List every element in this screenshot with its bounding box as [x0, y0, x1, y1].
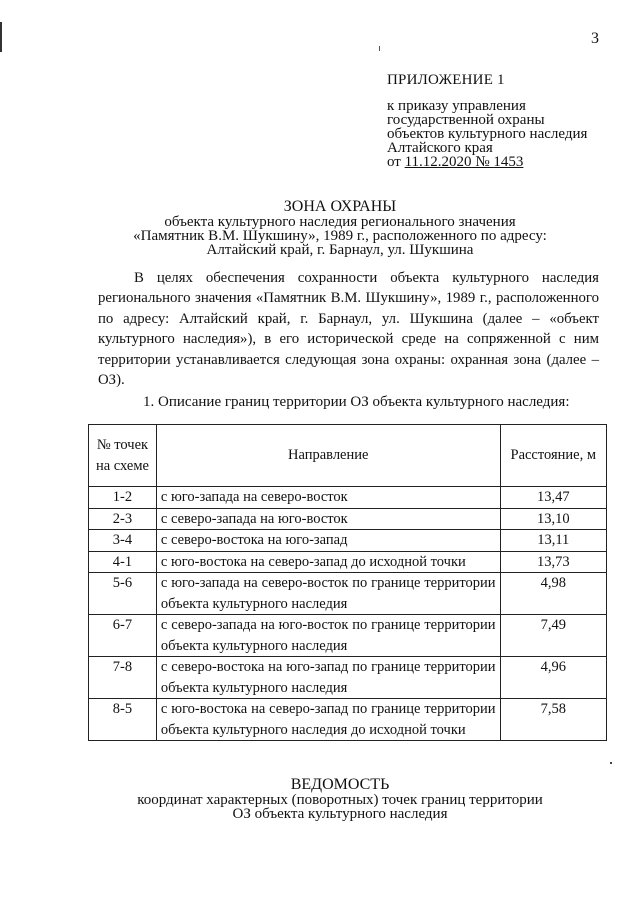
zone-subtitle-line: «Памятник В.М. Шукшину», 1989 г., расположенного по адресу:: [133, 228, 547, 244]
cell-direction: с юго-запада на северо-восток: [156, 487, 500, 509]
order-date: 11.12.2020: [404, 154, 472, 170]
cell-distance: 13,10: [500, 508, 606, 530]
cell-points: 1-2: [89, 487, 157, 509]
order-reference: [387, 155, 587, 169]
header-distance: Расстояние, м: [500, 425, 606, 487]
cell-distance: 4,96: [500, 657, 606, 699]
vedomost-title: ВЕДОМОСТЬ: [290, 776, 390, 793]
cell-direction: с юго-запада на северо-восток по границе территории объекта культурного наследия: [156, 573, 500, 615]
table-row: [89, 699, 607, 741]
table-row: [89, 487, 607, 509]
scan-edge-mark: [0, 22, 2, 52]
order-prefix: от: [387, 154, 405, 170]
table-row: [89, 508, 607, 530]
table-row: [89, 615, 607, 657]
scan-speck: [379, 46, 380, 51]
table-header-row: [89, 425, 607, 487]
cell-points: 6-7: [89, 615, 157, 657]
zone-subtitle-line: Алтайский край, г. Барнаул, ул. Шукшина: [206, 242, 474, 258]
cell-points: 5-6: [89, 573, 157, 615]
cell-distance: 7,58: [500, 699, 606, 741]
header-direction: Направление: [156, 425, 500, 487]
cell-points: 8-5: [89, 699, 157, 741]
cell-points: 4-1: [89, 551, 157, 573]
cell-direction: с северо-востока на юго-запад: [156, 530, 500, 552]
cell-direction: с северо-востока на юго-запад по границе территории объекта культурного наследия: [156, 657, 500, 699]
section-title: 1. Описание границ территории ОЗ объекта культурного наследия:: [143, 394, 570, 410]
table-row: [89, 573, 607, 615]
order-number: 1453: [493, 154, 524, 170]
appendix-line: государственной охраны: [387, 112, 545, 128]
boundary-table: [88, 424, 607, 741]
cell-distance: 13,47: [500, 487, 606, 509]
table-row: [89, 657, 607, 699]
order-number-sign: №: [471, 154, 494, 170]
table-row: [89, 530, 607, 552]
appendix-block: [387, 73, 587, 169]
cell-distance: 4,98: [500, 573, 606, 615]
cell-direction: с северо-запада на юго-восток по границе территории объекта культурного наследия: [156, 615, 500, 657]
cell-distance: 7,49: [500, 615, 606, 657]
appendix-line: Алтайского края: [387, 140, 493, 156]
vedomost-subtitle-line: координат характерных (поворотных) точек границ территории: [137, 792, 543, 808]
appendix-line: объектов культурного наследия: [387, 126, 588, 142]
appendix-line: к приказу управления: [387, 98, 526, 114]
vedomost-subtitle-line: ОЗ объекта культурного наследия: [232, 806, 448, 822]
zone-header: [80, 200, 600, 257]
intro-paragraph: В целях обеспечения сохранности объекта культурного наследия регионального значения «Памятник В.М. Шукшину», 1989 г., расположенного по адресу: Алтайский край, г. Барнаул, ул. Шукшина (далее – «объект культурного наследия»), в его исторической среде на сопряженной с ним территории устанавливается следующая зона охраны: охранная зона (далее – ОЗ).: [98, 270, 599, 389]
cell-direction: с северо-запада на юго-восток: [156, 508, 500, 530]
scan-speck: [610, 762, 612, 764]
cell-points: 7-8: [89, 657, 157, 699]
cell-direction: с юго-востока на северо-запад по границе территории объекта культурного наследия до исходной точки: [156, 699, 500, 741]
cell-points: 2-3: [89, 508, 157, 530]
cell-direction: с юго-востока на северо-запад до исходной точки: [156, 551, 500, 573]
vedomost-header: [80, 778, 600, 821]
header-points: № точек на схеме: [89, 425, 157, 487]
page-number: 3: [591, 30, 599, 47]
table-row: [89, 551, 607, 573]
cell-points: 3-4: [89, 530, 157, 552]
zone-subtitle-line: объекта культурного наследия регионального значения: [164, 214, 516, 230]
appendix-title: ПРИЛОЖЕНИЕ 1: [387, 72, 505, 88]
zone-title: ЗОНА ОХРАНЫ: [283, 198, 397, 215]
cell-distance: 13,73: [500, 551, 606, 573]
cell-distance: 13,11: [500, 530, 606, 552]
